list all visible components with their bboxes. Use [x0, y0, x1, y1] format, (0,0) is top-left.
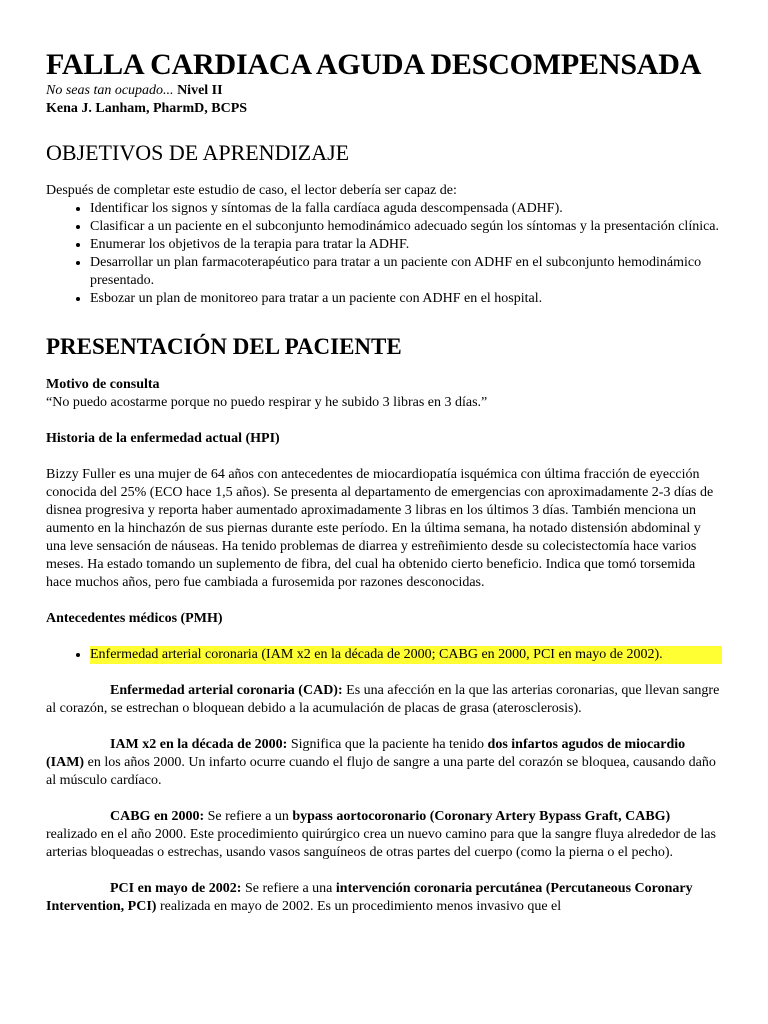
author: Kena J. Lanham, PharmD, BCPS	[46, 101, 248, 116]
objective-item: • Desarrollar un plan farmacoterapéutico para tratar a un paciente con ADHF en el subconjunto hemodinámico presentado.	[90, 254, 722, 290]
pci-paragraph	[46, 880, 722, 916]
objectives-intro: Después de completar este estudio de caso, el lector debería ser capaz de:	[46, 183, 457, 198]
hpi-title: Historia de la enfermedad actual (HPI)	[46, 431, 280, 446]
complaint-title: Motivo de consulta	[46, 377, 160, 392]
objectives-heading: OBJETIVOS DE APRENDIZAJE	[46, 140, 350, 165]
iam-bold: dos infartos agudos de miocardio (IAM)	[46, 737, 686, 770]
objective-item: • Identificar los signos y síntomas de la falla cardíaca aguda descompensada (ADHF).	[90, 200, 722, 218]
pci-text-1: Se refiere a una	[241, 881, 336, 896]
cabg-text-2: realizado en el año 2000. Este procedimiento quirúrgico crea un nuevo camino para que la sangre fluya alrededor de las arterias bloqueadas o estrechas, usando vasos sanguíneos de otras partes del cuerpo (como la pierna o el pecho).	[46, 827, 716, 860]
objectives-list	[46, 200, 722, 308]
cad-label: Enfermedad arterial coronaria (CAD):	[110, 683, 343, 698]
hpi-text: Bizzy Fuller es una mujer de 64 años con antecedentes de miocardiopatía isquémica con última fracción de eyección conocida del 25% (ECO hace 1,5 años). Se presenta al departamento de emergencias con aproximadamente 2-3 días de disnea progresiva y reporta haber aumentado aproximadamente 3 libras en los últimos 3 días. También menciona un aumento en la hinchazón de sus piernas durante este período. En la última semana, ha notado distensión abdominal y una leve sensación de náuseas. Ha tenido problemas de diarrea y estreñimiento desde su colecistectomía hace varios meses. Ha estado tomando un suplemento de fibra, del cual ha obtenido cierto beneficio. Indica que tomó torsemida hace muchos años, pero fue cambiada a furosemida por razones desconocidas.	[46, 467, 714, 590]
objective-item: • Clasificar a un paciente en el subconjunto hemodinámico adecuado según los síntomas y la presentación clínica.	[90, 218, 722, 236]
iam-text-1: Significa que la paciente ha tenido	[287, 737, 488, 752]
cabg-text-1: Se refiere a un	[204, 809, 293, 824]
pmh-title: Antecedentes médicos (PMH)	[46, 611, 223, 626]
cabg-paragraph	[46, 808, 722, 862]
objective-item: • Esbozar un plan de monitoreo para tratar a un paciente con ADHF en el hospital.	[90, 290, 722, 308]
tagline: No seas tan ocupado...	[46, 83, 174, 98]
pci-text-2: realizada en mayo de 2002. Es un procedimiento menos invasivo que el	[156, 899, 562, 914]
pmh-list	[46, 646, 722, 664]
document-title: FALLA CARDIACA AGUDA DESCOMPENSADA	[46, 48, 702, 81]
cabg-label: CABG en 2000:	[110, 809, 205, 824]
pci-bold: intervención coronaria percutánea (Percutaneous Coronary Intervention, PCI)	[46, 881, 693, 914]
cabg-bold: bypass aortocoronario (Coronary Artery Bypass Graft, CABG)	[292, 809, 671, 824]
level: Nivel II	[177, 83, 223, 98]
iam-paragraph	[46, 736, 722, 790]
pmh-item: • Enfermedad arterial coronaria (IAM x2 en la década de 2000; CABG en 2000, PCI en mayo de 2002).	[90, 646, 722, 664]
iam-label: IAM x2 en la década de 2000:	[110, 737, 288, 752]
cad-paragraph	[46, 682, 722, 718]
tagline-line	[46, 82, 722, 100]
cad-text: Es una afección en la que las arterias coronarias, que llevan sangre al corazón, se estrechan o bloquean debido a la acumulación de placas de grasa (aterosclerosis).	[46, 683, 720, 716]
objective-item: • Enumerar los objetivos de la terapia para tratar la ADHF.	[90, 236, 722, 254]
presentation-heading: PRESENTACIÓN DEL PACIENTE	[46, 334, 402, 359]
complaint-text: “No puedo acostarme porque no puedo respirar y he subido 3 libras en 3 días.”	[46, 395, 488, 410]
iam-text-2: en los años 2000. Un infarto ocurre cuando el flujo de sangre a una parte del corazón se bloquea, causando daño al músculo cardíaco.	[46, 755, 716, 788]
pci-label: PCI en mayo de 2002:	[110, 881, 242, 896]
